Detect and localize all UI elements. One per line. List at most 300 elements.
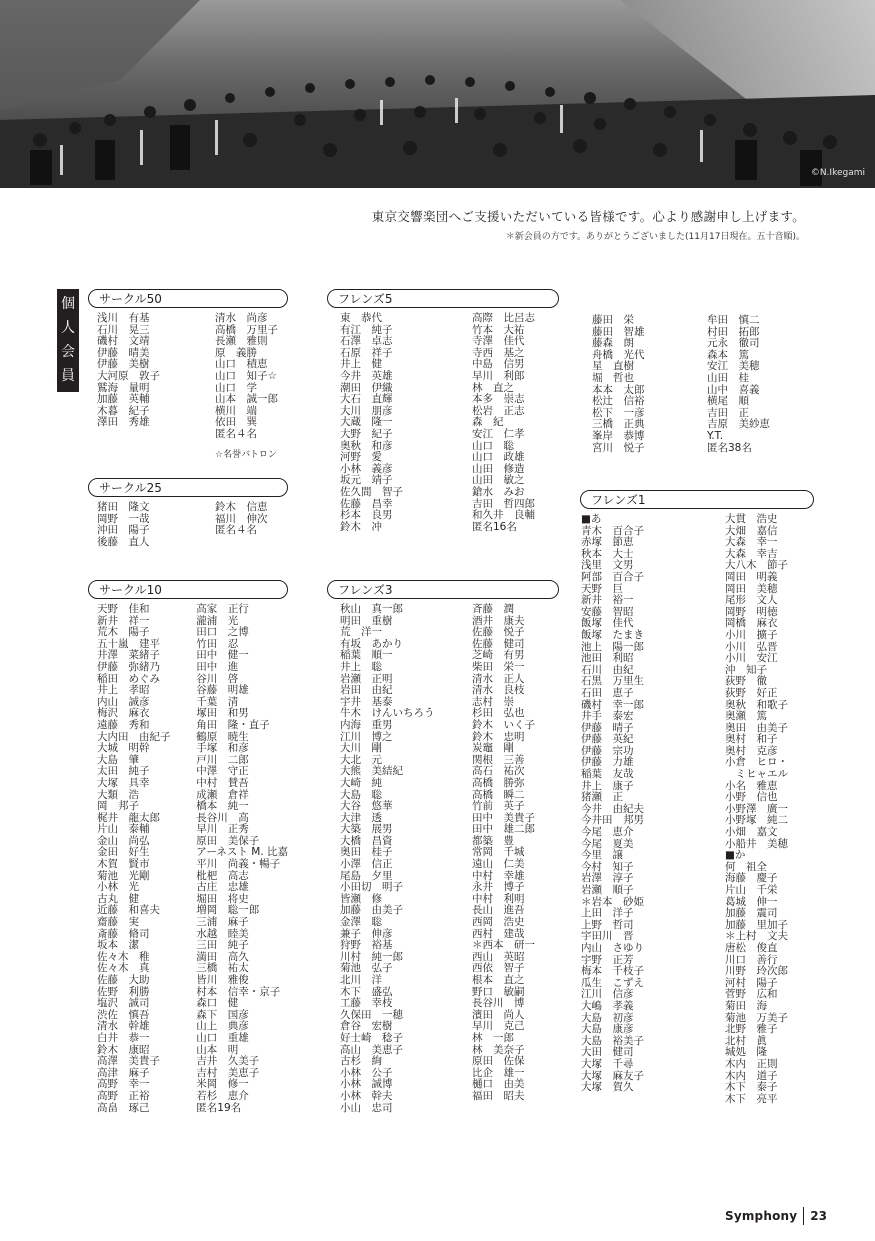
- circle50-col1: [97, 313, 215, 441]
- member-name: 依田 巽: [215, 416, 257, 429]
- member-name: 杉本 良男: [340, 509, 393, 522]
- member-name: 大畑 嘉信: [725, 524, 778, 537]
- member-name: 工藤 幸枝: [340, 997, 393, 1010]
- member-name: 小林 義彦: [340, 462, 393, 475]
- member-name: 大野 紀子: [340, 427, 393, 440]
- member-name: 安江 美穂: [707, 360, 760, 373]
- member-name: 清水 尚彦: [215, 312, 268, 324]
- friends1-section: [580, 490, 814, 1105]
- photo-credit: ©N.Ikegami: [810, 168, 865, 178]
- member-name: 片山 泰輔: [97, 823, 150, 836]
- member-name: 北川 洋: [340, 974, 382, 986]
- member-name: 秋本 大士: [581, 547, 634, 560]
- member-name: 匿名19名: [196, 1101, 242, 1114]
- member-name: 三橋 正典: [592, 418, 645, 431]
- circle10-col2: [196, 604, 288, 1114]
- member-name: 上野 哲司: [581, 918, 634, 931]
- circle50-col2: [215, 313, 278, 441]
- member-name: 菊池 光剛: [97, 869, 150, 882]
- honorary-patron-note: ☆名誉バトロン: [215, 449, 277, 460]
- member-name: 山本 誠一郎: [215, 393, 278, 406]
- member-name: 井澤 菜緒子: [97, 649, 160, 662]
- member-name: 澤田 秀雄: [97, 416, 150, 429]
- member-name: 岩澤 淳子: [581, 872, 634, 885]
- member-name: 伊藤 弥緒乃: [97, 660, 160, 673]
- member-name: アーネスト M. 比嘉: [196, 846, 288, 859]
- member-name: 好士崎 稔子: [340, 1031, 403, 1044]
- member-name: 高山 美恵子: [340, 1043, 403, 1056]
- member-name: 谷藤 明雄: [196, 684, 249, 697]
- member-name: 小船井 美穂: [725, 837, 788, 850]
- member-name: 河村 陽子: [725, 976, 778, 989]
- member-name: 奥田 桂子: [340, 846, 393, 859]
- member-name: 梶井 龍太郎: [97, 811, 160, 824]
- member-name: 中村 賛吾: [196, 776, 249, 789]
- member-name: 木内 正則: [725, 1057, 778, 1070]
- member-name: 原田 美保子: [196, 834, 260, 847]
- member-name: 高野 正裕: [97, 1089, 150, 1102]
- member-name: 鷲海 量明: [97, 381, 150, 394]
- member-name: 井上 孝昭: [97, 684, 150, 697]
- member-name: 村田 拓郎: [707, 325, 760, 338]
- member-name: 小林 幹夫: [340, 1089, 393, 1102]
- member-name: 尾形 文人: [725, 594, 778, 607]
- member-name: 奥村 和子: [725, 733, 778, 746]
- member-name: 稲田 めぐみ: [97, 672, 160, 685]
- member-name: 佐藤 昌幸: [340, 497, 393, 510]
- member-name: 大崎 純: [340, 776, 382, 789]
- orchestra-photo: [0, 0, 875, 188]
- friends3-col1: [340, 604, 472, 1114]
- member-name: 高津 麻子: [97, 1066, 150, 1079]
- member-name: 三田 純子: [196, 939, 249, 952]
- member-name: 吉田 哲四郎: [472, 497, 535, 510]
- member-name: 奥田 由美子: [725, 721, 788, 734]
- member-name: 金田 好生: [97, 846, 150, 859]
- member-name: 宇井 基泰: [340, 695, 393, 708]
- member-name: 大内田 由紀子: [97, 730, 171, 743]
- member-name: ミヒャエル: [725, 768, 788, 781]
- member-name: 倉谷 宏樹: [340, 1020, 393, 1033]
- member-name: 菊池 弘子: [340, 962, 393, 975]
- member-name: 有江 純子: [340, 323, 393, 336]
- member-name: 山口 知子☆: [215, 369, 277, 382]
- member-name: 安藤 智昭: [581, 605, 634, 618]
- member-name: 古庄 忠雄: [196, 881, 249, 894]
- member-name: 兼子 伸彦: [340, 927, 393, 940]
- member-name: 大貫 浩史: [725, 513, 778, 525]
- member-name: 渋佐 慎吾: [97, 1008, 150, 1021]
- member-name: 井上 康子: [581, 779, 634, 792]
- member-name: 鈴木 忠明: [472, 730, 525, 743]
- member-name: 北村 眞: [725, 1034, 767, 1047]
- member-name: 森 紀: [472, 416, 504, 429]
- member-name: 鈴木 いく子: [472, 718, 535, 731]
- member-name: 木下 盛弘: [340, 985, 393, 998]
- member-name: 林 美奈子: [472, 1043, 525, 1056]
- member-name: 木内 道子: [725, 1069, 778, 1082]
- circle25-title: サークル25: [88, 478, 288, 497]
- member-name: 三橋 祐太: [196, 962, 249, 975]
- member-name: 鈴木 信恵: [215, 501, 268, 513]
- member-name: 酒井 康夫: [472, 614, 525, 627]
- member-name: 伊藤 宗功: [581, 744, 634, 757]
- member-name: 今里 譲: [581, 849, 623, 862]
- member-name: 阿部 百合子: [581, 570, 644, 583]
- member-name: 近藤 和喜夫: [97, 904, 160, 917]
- circle25-section: [88, 478, 288, 548]
- member-name: 村本 信幸・京子: [196, 985, 281, 998]
- friends3-title: フレンズ3: [327, 580, 559, 599]
- member-name: 今尾 恵介: [581, 826, 634, 839]
- member-name: 大八木 節子: [725, 559, 788, 572]
- member-name: 岩瀬 正明: [340, 672, 393, 685]
- member-name: 原 義勝: [215, 346, 257, 359]
- circle10-section: [88, 580, 288, 1114]
- member-name: 太田 純子: [97, 765, 150, 778]
- member-name: 林 一郎: [472, 1031, 514, 1044]
- member-name: 都築 豊: [472, 834, 514, 847]
- member-name: 清水 正人: [472, 672, 525, 685]
- member-name: 峯岸 恭博: [592, 429, 645, 442]
- member-name: 菊田 海: [725, 999, 767, 1012]
- member-name: 根本 直之: [472, 974, 525, 986]
- member-name: 浅川 有基: [97, 312, 150, 324]
- member-name: 石澤 卓志: [340, 335, 393, 348]
- member-name: 齋藤 実: [97, 916, 139, 929]
- member-name: 石原 祥子: [340, 346, 393, 359]
- member-name: 奥瀬 篤: [725, 710, 767, 723]
- circle10-col1: [97, 604, 196, 1114]
- member-name: 大北 元: [340, 753, 382, 766]
- member-name: 鎗水 みお: [472, 485, 525, 498]
- member-name: 石川 由紀: [581, 663, 634, 676]
- member-name: 大河原 敦子: [97, 369, 160, 382]
- member-name: 明田 重樹: [340, 614, 393, 627]
- member-name: 大島 初彦: [581, 1011, 634, 1024]
- member-name: 小畑 嘉文: [725, 826, 778, 839]
- member-name: 松辻 信裕: [592, 395, 645, 408]
- member-name: 大築 展男: [340, 823, 393, 836]
- member-name: 岩瀬 順子: [581, 884, 634, 896]
- member-name: 山中 喜義: [707, 383, 760, 396]
- member-name: ＊岩本 砂姫: [581, 895, 644, 908]
- member-name: 西村 建哉: [472, 927, 525, 940]
- member-name: 高橋 瞬二: [472, 788, 525, 801]
- member-name: 内山 誠彦: [97, 695, 150, 708]
- member-name: 新井 裕一: [581, 594, 634, 607]
- member-name: 鈴木 冲: [340, 520, 382, 533]
- member-name: 鶴原 暁生: [196, 730, 249, 743]
- member-name: 若杉 恵介: [196, 1089, 249, 1102]
- member-name: 奥村 克彦: [725, 744, 778, 757]
- member-name: 山上 典彦: [196, 1020, 249, 1033]
- member-name: 加藤 英輔: [97, 393, 150, 406]
- member-name: 有坂 あかり: [340, 637, 403, 650]
- member-name: 千葉 清: [196, 695, 239, 708]
- member-name: 飯塚 佳代: [581, 617, 634, 630]
- member-name: 何 祖全: [725, 860, 767, 873]
- member-name: 今村 知子: [581, 860, 634, 873]
- member-name: 岡田 美穂: [725, 582, 778, 595]
- member-name: 大塚 麻友子: [581, 1069, 644, 1082]
- member-name: 磯村 文靖: [97, 335, 150, 348]
- member-name: 小川 安江: [725, 652, 778, 665]
- member-name: 大川 朋彦: [340, 404, 393, 417]
- member-name: 田中 美貴子: [472, 811, 535, 824]
- member-name: 満田 高久: [196, 950, 249, 963]
- member-name: 山口 学: [215, 381, 257, 394]
- member-name: 大森 幸吉: [725, 547, 778, 560]
- member-name: 元永 徹司: [707, 337, 760, 350]
- friends3-section: [327, 580, 559, 1114]
- friends5b-col2: [707, 315, 770, 454]
- member-name: 新井 祥一: [97, 614, 150, 627]
- member-name: 藤森 朗: [592, 337, 634, 350]
- member-name: 戸川 二郎: [196, 753, 249, 766]
- member-name: ＊西本 研一: [472, 939, 535, 952]
- member-name: 星 直樹: [592, 360, 634, 373]
- member-name: 匿名４名: [215, 427, 257, 440]
- member-name: 内山 さゆり: [581, 941, 644, 954]
- circle10-title: サークル10: [88, 580, 288, 599]
- member-name: 安江 仁孝: [472, 427, 525, 440]
- member-name: 今尾 夏美: [581, 837, 634, 850]
- member-name: 荻野 徹: [725, 675, 767, 688]
- member-name: 坂元 靖子: [340, 474, 393, 487]
- member-name: 西山 英昭: [472, 950, 525, 963]
- member-name: 木下 泰子: [725, 1081, 778, 1094]
- member-name: 福田 昭夫: [472, 1089, 525, 1102]
- page-footer: [725, 1207, 827, 1225]
- member-name: 井手 泰宏: [581, 710, 634, 723]
- new-member-note: ＊新会員の方です。ありがとうございました(11月17日現在。五十音順)。: [505, 232, 805, 242]
- member-name: 角田 隆・直子: [196, 718, 270, 731]
- member-name: 坂本 潔: [97, 939, 139, 952]
- member-name: 今井 英雄: [340, 369, 393, 382]
- member-name: 山口 重雄: [196, 1031, 249, 1044]
- member-name: 猪瀬 正: [581, 791, 623, 804]
- member-name: 大塚 具幸: [97, 776, 150, 789]
- member-name: 岡 邦子: [97, 800, 139, 813]
- member-name: 宮川 悦子: [592, 441, 645, 454]
- member-name: 塚田 和男: [196, 707, 249, 720]
- member-name: 米岡 修一: [196, 1078, 249, 1091]
- member-name: 磯村 幸一郎: [581, 698, 644, 711]
- member-name: 舟橋 光代: [592, 348, 645, 361]
- member-name: 尾島 夕里: [340, 869, 393, 882]
- member-name: 川野 玲次郎: [725, 965, 788, 978]
- member-name: 木下 亮平: [725, 1092, 778, 1105]
- member-name: 宇田川 晋: [581, 930, 634, 943]
- member-name: 荒 洋一: [340, 626, 382, 639]
- friends1-col1: [581, 514, 725, 1105]
- member-name: 大谷 悠華: [340, 800, 393, 813]
- member-name: 田中 健一: [196, 649, 249, 662]
- member-name: 川口 善行: [725, 953, 778, 966]
- friends5-title: フレンズ5: [327, 289, 559, 308]
- member-name: 荻野 好正: [725, 686, 778, 699]
- member-name: Y.T.: [707, 429, 724, 442]
- member-name: 高畠 琢己: [97, 1101, 150, 1114]
- member-name: 寺澤 佳代: [472, 335, 525, 348]
- member-name: 岡野 一哉: [97, 512, 150, 525]
- member-name: 小野澤 廣一: [725, 802, 788, 815]
- member-name: 佐野 利勝: [97, 985, 150, 998]
- member-name: 奥秋 和彦: [340, 439, 393, 452]
- member-name: 小川 弘晋: [725, 640, 778, 653]
- member-name: 原田 佐保: [472, 1055, 525, 1068]
- member-name: 浅里 文男: [581, 559, 634, 572]
- member-name: 荒木 陽子: [97, 626, 150, 639]
- member-name: 北野 雅子: [725, 1023, 778, 1036]
- member-name: 和久井 良輔: [472, 509, 535, 522]
- member-name: 大川 剛: [340, 742, 382, 755]
- member-name: 赤塚 節恵: [581, 536, 634, 549]
- member-name: 加藤 由美子: [340, 904, 403, 917]
- member-name: 大熊 美結紀: [340, 765, 403, 778]
- member-name: 比企 雄一: [472, 1066, 525, 1079]
- member-name: 西依 智子: [472, 962, 525, 975]
- member-name: 竹田 忍: [196, 637, 239, 650]
- member-name: 吉田 正: [707, 406, 749, 419]
- member-name: 関根 三善: [472, 753, 525, 766]
- member-name: 小名 雅恵: [725, 779, 778, 792]
- member-name: 手塚 和彦: [196, 742, 249, 755]
- member-name: 大類 浩: [97, 788, 139, 801]
- member-name: 小林 光: [97, 881, 139, 894]
- member-name: 高橋 万里子: [215, 323, 278, 336]
- member-name: 菊池 万美子: [725, 1011, 788, 1024]
- member-name: 鈴木 康昭: [97, 1043, 150, 1056]
- member-name: 木暮 紀子: [97, 404, 150, 417]
- circle50-title: サークル50: [88, 289, 288, 308]
- member-name: 海藤 慶子: [725, 872, 778, 885]
- member-name: 牛木 けんいちろう: [340, 707, 435, 720]
- member-name: 大嶋 孝義: [581, 999, 634, 1012]
- member-name: 福川 伸次: [215, 512, 268, 525]
- member-name: 吉井 久美子: [196, 1055, 260, 1068]
- member-name: 内海 重男: [340, 718, 393, 731]
- member-name: 長山 進吾: [472, 904, 525, 917]
- member-name: 狩野 裕基: [340, 939, 393, 952]
- member-name: 岩田 由紀: [340, 684, 393, 697]
- member-name: 小野 信也: [725, 791, 778, 804]
- member-name: 竹本 大祐: [472, 323, 525, 336]
- member-name: 大田 健司: [581, 1046, 634, 1059]
- member-name: 大島 肇: [97, 753, 139, 766]
- member-name: 加藤 震司: [725, 907, 778, 920]
- member-name: 遠山 仁美: [472, 858, 525, 871]
- member-name: 本本 太郎: [592, 383, 645, 396]
- member-name: 白井 恭一: [97, 1031, 150, 1044]
- member-name: 加藤 里加子: [725, 918, 788, 931]
- member-name: 久保田 一穂: [340, 1008, 403, 1021]
- member-name: 今井田 邦男: [581, 814, 644, 827]
- member-name: 松下 一彦: [592, 406, 645, 419]
- member-name: 藤田 智雄: [592, 325, 645, 338]
- member-name: 天野 佳和: [97, 603, 150, 615]
- member-name: 長谷川 高: [196, 811, 249, 824]
- member-name: 匿名４名: [215, 524, 257, 537]
- member-name: 伊藤 英紀: [581, 733, 634, 746]
- member-name: 大蔵 隆一: [340, 416, 393, 429]
- member-name: 斎藤 脩司: [97, 927, 150, 940]
- member-name: 小林 公子: [340, 1066, 393, 1079]
- member-name: 稲葉 友哉: [581, 768, 634, 781]
- member-name: 清水 幹雄: [97, 1020, 150, 1033]
- friends1-col2: [725, 514, 788, 1105]
- member-name: 沖 知子: [725, 663, 767, 676]
- member-name: 長谷川 博: [472, 997, 525, 1010]
- member-name: 池上 陽一郎: [581, 640, 644, 653]
- member-name: 古杉 絢: [340, 1055, 382, 1068]
- member-name: 伊藤 美樹: [97, 358, 150, 371]
- member-name: 林 直之: [472, 381, 514, 394]
- member-name: 志村 崇: [472, 695, 514, 708]
- circle25-col2: [215, 502, 268, 548]
- member-name: 吉原 美紗恵: [707, 418, 770, 431]
- member-name: 牟田 慎二: [707, 314, 760, 326]
- member-name: 岡橋 麻衣: [725, 617, 778, 630]
- member-name: 平川 尚義・暢子: [196, 858, 281, 871]
- member-name: 横尾 順: [707, 395, 749, 408]
- member-name: ■あ: [581, 513, 602, 525]
- member-name: 小山 忠司: [340, 1101, 393, 1114]
- member-name: 潮田 伊織: [340, 381, 393, 394]
- member-name: 菅野 広和: [725, 988, 778, 1001]
- member-name: 杉田 弘也: [472, 707, 525, 720]
- member-name: 石黒 万里生: [581, 675, 644, 688]
- member-name: 稲葉 順一: [340, 649, 393, 662]
- member-name: 松岩 正志: [472, 404, 525, 417]
- member-name: 佐々木 稚: [97, 950, 150, 963]
- member-name: 片山 千栄: [725, 884, 778, 896]
- member-name: 森本 篤: [707, 348, 749, 361]
- member-name: 大島 康彦: [581, 1023, 634, 1036]
- member-name: 山本 明: [196, 1043, 239, 1056]
- friends5-col1: [340, 313, 472, 533]
- member-name: 田口 之博: [196, 626, 249, 639]
- member-name: 高野 幸一: [97, 1078, 150, 1091]
- member-name: 大島 裕美子: [581, 1034, 644, 1047]
- thanks-message: 東京交響楽団へご支援いただいている皆様です。心より感謝申し上げます。: [371, 209, 805, 224]
- member-name: 増岡 聡一郎: [196, 904, 260, 917]
- member-name: 中村 幸雄: [472, 869, 525, 882]
- member-name: 東 恭代: [340, 312, 382, 324]
- member-name: ＊上村 文夫: [725, 930, 788, 943]
- member-name: 大津 透: [340, 811, 382, 824]
- member-name: 青木 百合子: [581, 524, 644, 537]
- label-char: 員: [61, 368, 75, 384]
- member-name: 城処 隆: [725, 1046, 767, 1059]
- member-name: 山口 積恵: [215, 358, 268, 371]
- member-name: 佐々木 真: [97, 962, 150, 975]
- friends1-title: フレンズ1: [580, 490, 814, 509]
- member-name: 宇野 正芳: [581, 953, 634, 966]
- member-name: 伊藤 晴美: [97, 346, 150, 359]
- footer-divider: [803, 1207, 804, 1225]
- member-name: 大石 直輝: [340, 393, 393, 406]
- member-name: 石川 晃三: [97, 323, 150, 336]
- member-name: 藤田 栄: [592, 314, 634, 326]
- member-name: 今井 由紀夫: [581, 802, 644, 815]
- member-name: 河野 愛: [340, 451, 382, 464]
- member-name: 金山 尚弘: [97, 834, 150, 847]
- member-name: 岡野 明徳: [725, 605, 778, 618]
- magazine-brand: Symphony: [724, 1209, 798, 1223]
- label-char: 人: [61, 320, 75, 336]
